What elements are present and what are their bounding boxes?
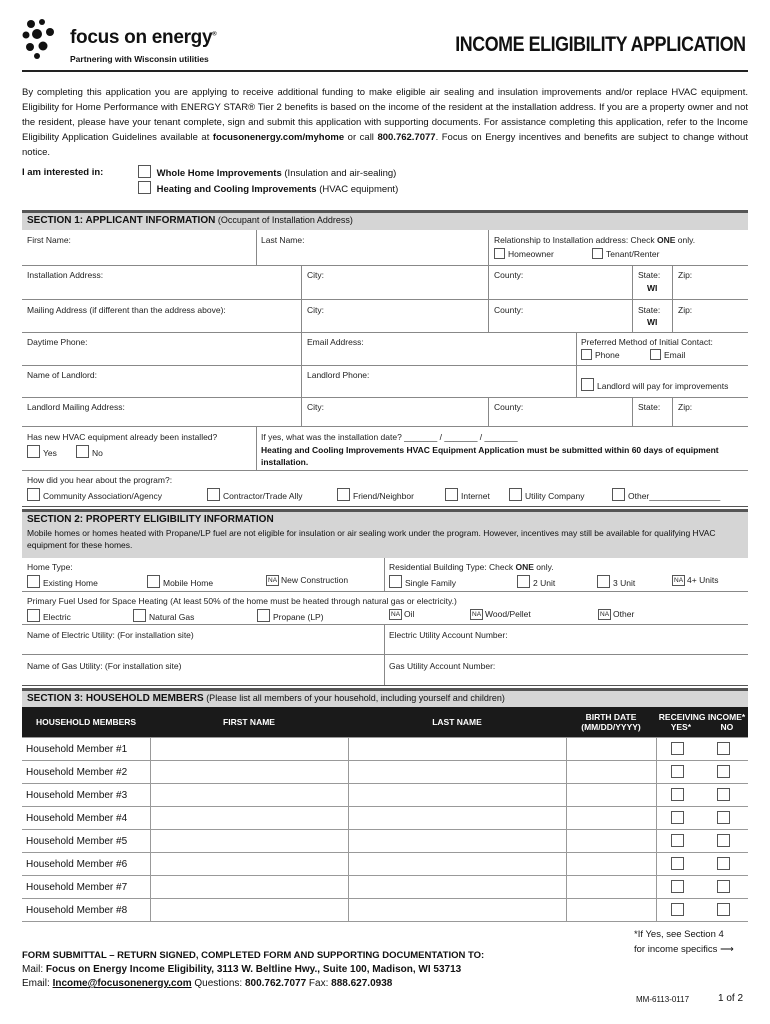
- hear-option: Friend/Neighbor: [337, 488, 414, 501]
- fuel-label: Primary Fuel Used for Space Heating (At least 50% of the home must be heated through natural gas or electricity.): [27, 596, 457, 606]
- col-first-name: FIRST NAME: [150, 707, 348, 738]
- homeowner-checkbox[interactable]: [494, 248, 505, 259]
- income-yes-checkbox[interactable]: [671, 811, 684, 824]
- building-type-label: Residential Building Type: Check ONE only.: [389, 562, 554, 572]
- last-name-cell[interactable]: [348, 784, 566, 807]
- section1-header: SECTION 1: APPLICANT INFORMATION (Occupant of Installation Address): [22, 210, 748, 230]
- table-row: [22, 784, 748, 807]
- mailing-zip-label: Zip:: [678, 305, 693, 315]
- unit3-checkbox[interactable]: [597, 575, 610, 588]
- table-row: [22, 876, 748, 899]
- last-name-cell[interactable]: [348, 876, 566, 899]
- mailing-county-label: County:: [494, 305, 524, 315]
- bldg-single-option: Single Family: [389, 575, 456, 588]
- mailing-state-label: State:: [638, 305, 661, 315]
- first-name-cell[interactable]: [150, 738, 348, 761]
- member-label: Household Member #6: [22, 853, 150, 876]
- table-row: [22, 830, 748, 853]
- whole-home-checkbox[interactable]: [138, 165, 151, 178]
- income-yes-cell: [656, 853, 702, 876]
- income-no-cell: [702, 853, 748, 876]
- hear-option: Community Association/Agency: [27, 488, 162, 501]
- homeowner-option: Homeowner: [494, 248, 554, 259]
- table-row: [22, 807, 748, 830]
- contact-line: Email: Income@focusonenergy.com Questions: 800.762.7077 Fax: 888.627.0938: [22, 978, 393, 989]
- electric-account-label: Electric Utility Account Number:: [389, 630, 508, 640]
- col-members: HOUSEHOLD MEMBERS: [22, 707, 150, 738]
- mailing-address-label: Mailing Address (if different than the address above):: [27, 305, 226, 315]
- hear-utility-checkbox[interactable]: [509, 488, 522, 501]
- col-income: RECEIVING INCOME* YES* NO: [656, 707, 748, 738]
- fuel-gas-checkbox[interactable]: [133, 609, 146, 622]
- interest-hvac: Heating and Cooling Improvements (HVAC equipment): [138, 181, 398, 195]
- install-county-label: County:: [494, 270, 524, 280]
- landlord-pay-checkbox[interactable]: [581, 378, 594, 391]
- assistance-phone: 800.762.7077: [377, 132, 436, 143]
- member-label: Household Member #5: [22, 830, 150, 853]
- member-label: Household Member #1: [22, 738, 150, 761]
- income-no-cell: [702, 807, 748, 830]
- home-new-option: NA New Construction: [268, 575, 349, 585]
- hvac-checkbox[interactable]: [138, 181, 151, 194]
- income-yes-cell: [656, 784, 702, 807]
- brand-name: focus on energy®: [70, 27, 217, 48]
- table-row: [22, 853, 748, 876]
- first-name-cell[interactable]: [150, 761, 348, 784]
- birth-date-cell[interactable]: [566, 761, 656, 784]
- page-title: INCOME ELIGIBILITY APPLICATION: [455, 33, 746, 56]
- hear-community-checkbox[interactable]: [27, 488, 40, 501]
- first-name-cell[interactable]: [150, 853, 348, 876]
- income-yes-checkbox[interactable]: [671, 742, 684, 755]
- interest-whole-home: Whole Home Improvements (Insulation and air-sealing): [138, 165, 396, 179]
- first-name-cell[interactable]: [150, 784, 348, 807]
- last-name-cell[interactable]: [348, 830, 566, 853]
- income-no-cell: [702, 876, 748, 899]
- hvac-yes-option: Yes: [27, 445, 57, 458]
- page-number: 1 of 2: [718, 993, 744, 1004]
- hvac-install-date: If yes, what was the installation date? _______ / _______ / _______: [261, 432, 518, 442]
- landlord-state-label: State:: [638, 402, 661, 412]
- fuel-gas-option: Natural Gas: [133, 609, 194, 622]
- col-birth-date: BIRTH DATE (MM/DD/YYYY): [566, 707, 656, 738]
- income-yes-cell: [656, 761, 702, 784]
- brand-tagline: Partnering with Wisconsin utilities: [70, 54, 209, 64]
- last-name-cell[interactable]: [348, 807, 566, 830]
- hvac-installed-question: Has new HVAC equipment already been installed?: [27, 432, 218, 442]
- member-label: Household Member #4: [22, 807, 150, 830]
- existing-home-checkbox[interactable]: [27, 575, 40, 588]
- relationship-label: Relationship to Installation address: Check ONE only.: [494, 235, 696, 245]
- income-no-checkbox[interactable]: [717, 742, 730, 755]
- income-footnote: *If Yes, see Section 4 for income specifics ⟶: [634, 929, 734, 955]
- mail-line: Mail: Focus on Energy Income Eligibility, 3113 W. Beltline Hwy., Suite 100, Madison, WI 53713: [22, 964, 462, 975]
- fuel-electric-checkbox[interactable]: [27, 609, 40, 622]
- electric-utility-label: Name of Electric Utility: (For installation site): [27, 630, 194, 640]
- income-no-cell: [702, 738, 748, 761]
- gas-account-label: Gas Utility Account Number:: [389, 661, 496, 671]
- first-name-label: First Name:: [27, 235, 71, 245]
- income-no-checkbox[interactable]: [717, 880, 730, 893]
- logo-dots-icon: [22, 18, 66, 60]
- install-address-label: Installation Address:: [27, 270, 104, 280]
- member-label: Household Member #3: [22, 784, 150, 807]
- member-label: Household Member #7: [22, 876, 150, 899]
- table-row: [22, 738, 748, 761]
- first-name-cell[interactable]: [150, 807, 348, 830]
- last-name-cell[interactable]: [348, 853, 566, 876]
- intro-paragraph: By completing this application you are applying to receive additional funding to make eligible air sealing and insulation improvements and/or replace HVAC equipment. Eligibility for Home Performance with ENERGY STAR® Tier 2 benefits is based on the income of the resident at the installation address. If you are a property owner and not the resident, please have your tenant complete, sign and submit this application with supporting documents. For assistance completing this application, refer to the Income Eligibility Application Guidelines available at focusonenergy.com/myhome or call 800.762.7077. Focus on Energy incentives and benefits are subject to change without notice.: [22, 87, 748, 158]
- home-mobile-option: Mobile Home: [147, 575, 213, 588]
- tenant-option: Tenant/Renter: [592, 248, 659, 259]
- last-name-label: Last Name:: [261, 235, 305, 245]
- income-no-checkbox[interactable]: [717, 834, 730, 847]
- first-name-cell[interactable]: [150, 899, 348, 922]
- install-state-value: WI: [647, 283, 658, 293]
- landlord-zip-label: Zip:: [678, 402, 693, 412]
- landlord-name-label: Name of Landlord:: [27, 370, 97, 380]
- bldg-3unit-option: 3 Unit: [597, 575, 635, 588]
- email-label: Email Address:: [307, 337, 364, 347]
- landlord-pay-option: Landlord will pay for improvements: [581, 378, 728, 391]
- hear-option: Internet: [445, 488, 490, 501]
- unit2-checkbox[interactable]: [517, 575, 530, 588]
- landlord-phone-label: Landlord Phone:: [307, 370, 370, 380]
- income-no-cell: [702, 830, 748, 853]
- income-no-checkbox[interactable]: [717, 788, 730, 801]
- tenant-checkbox[interactable]: [592, 248, 603, 259]
- pref-email-checkbox[interactable]: [650, 349, 661, 360]
- preferred-contact-label: Preferred Method of Initial Contact:: [581, 337, 713, 347]
- birth-date-cell[interactable]: [566, 738, 656, 761]
- fuel-oil-option: NA Oil: [391, 609, 415, 619]
- mailing-state-value: WI: [647, 317, 658, 327]
- income-no-checkbox[interactable]: [717, 765, 730, 778]
- fuel-wood-option: NA Wood/Pellet: [472, 609, 531, 619]
- birth-date-cell[interactable]: [566, 807, 656, 830]
- col-last-name: LAST NAME: [348, 707, 566, 738]
- section2-header: SECTION 2: PROPERTY ELIGIBILITY INFORMATION Mobile homes or homes heated with Propane/LP fuel are not eligible for insulation or air sealing work under the program. However, incentives may still be available for qualifying HVAC equipment for these homes.: [22, 509, 748, 558]
- home-type-label: Home Type:: [27, 562, 73, 572]
- last-name-cell[interactable]: [348, 761, 566, 784]
- install-state-label: State:: [638, 270, 661, 280]
- hvac-no-option: No: [76, 445, 103, 458]
- hear-option: Utility Company: [509, 488, 585, 501]
- member-label: Household Member #2: [22, 761, 150, 784]
- table-row: [22, 899, 748, 922]
- income-no-cell: [702, 761, 748, 784]
- pref-phone-checkbox[interactable]: [581, 349, 592, 360]
- income-no-checkbox[interactable]: [717, 857, 730, 870]
- pref-phone-option: Phone: [581, 349, 620, 360]
- income-no-cell: [702, 784, 748, 807]
- hvac-no-checkbox[interactable]: [76, 445, 89, 458]
- birth-date-cell[interactable]: [566, 876, 656, 899]
- income-no-cell: [702, 899, 748, 922]
- landlord-mailing-label: Landlord Mailing Address:: [27, 402, 125, 412]
- birth-date-cell[interactable]: [566, 784, 656, 807]
- guidelines-link[interactable]: focusonenergy.com/myhome: [212, 132, 345, 143]
- income-yes-cell: [656, 807, 702, 830]
- fuel-electric-option: Electric: [27, 609, 71, 622]
- first-name-cell[interactable]: [150, 876, 348, 899]
- mailing-city-label: City:: [307, 305, 324, 315]
- hear-internet-checkbox[interactable]: [445, 488, 458, 501]
- submittal-title: FORM SUBMITTAL – RETURN SIGNED, COMPLETED FORM AND SUPPORTING DOCUMENTATION TO:: [22, 950, 485, 961]
- fuel-propane-option: Propane (LP): [257, 609, 324, 622]
- gas-utility-label: Name of Gas Utility: (For installation site): [27, 661, 182, 671]
- daytime-phone-label: Daytime Phone:: [27, 337, 88, 347]
- section3-header: SECTION 3: HOUSEHOLD MEMBERS (Please list all members of your household, including yourself and children): [22, 688, 748, 707]
- hear-option: Other_______________: [612, 488, 720, 501]
- mobile-home-checkbox[interactable]: [147, 575, 160, 588]
- hvac-yes-checkbox[interactable]: [27, 445, 40, 458]
- income-yes-cell: [656, 738, 702, 761]
- last-name-cell[interactable]: [348, 899, 566, 922]
- install-zip-label: Zip:: [678, 270, 693, 280]
- interest-label: I am interested in:: [22, 167, 104, 178]
- landlord-city-label: City:: [307, 402, 324, 412]
- form-id: MM-6113-0117: [636, 995, 690, 1004]
- income-yes-checkbox[interactable]: [671, 788, 684, 801]
- last-name-cell[interactable]: [348, 738, 566, 761]
- hear-about-label: How did you hear about the program?:: [27, 475, 173, 485]
- income-yes-checkbox[interactable]: [671, 765, 684, 778]
- income-yes-cell: [656, 876, 702, 899]
- arrow-right-icon: ⟶: [720, 944, 734, 955]
- home-existing-option: Existing Home: [27, 575, 98, 588]
- income-no-checkbox[interactable]: [717, 903, 730, 916]
- income-no-checkbox[interactable]: [717, 811, 730, 824]
- pref-email-option: Email: [650, 349, 685, 360]
- submit-email-link[interactable]: Income@focusonenergy.com: [52, 978, 192, 989]
- logo: [22, 18, 66, 60]
- landlord-county-label: County:: [494, 402, 524, 412]
- hvac-deadline-note: Heating and Cooling Improvements HVAC Equipment Application must be submitted within 60 days of equipment installation.: [261, 445, 719, 467]
- fuel-other-option: NA Other: [600, 609, 635, 619]
- hear-contractor-checkbox[interactable]: [207, 488, 220, 501]
- birth-date-cell[interactable]: [566, 830, 656, 853]
- income-yes-checkbox[interactable]: [671, 903, 684, 916]
- income-yes-checkbox[interactable]: [671, 857, 684, 870]
- hear-option: Contractor/Trade Ally: [207, 488, 303, 501]
- member-label: Household Member #8: [22, 899, 150, 922]
- fuel-propane-checkbox[interactable]: [257, 609, 270, 622]
- hear-other-checkbox[interactable]: [612, 488, 625, 501]
- bldg-4unit-option: NA 4+ Units: [674, 575, 719, 585]
- install-city-label: City:: [307, 270, 324, 280]
- birth-date-cell[interactable]: [566, 899, 656, 922]
- birth-date-cell[interactable]: [566, 853, 656, 876]
- income-yes-checkbox[interactable]: [671, 880, 684, 893]
- income-yes-checkbox[interactable]: [671, 834, 684, 847]
- bldg-2unit-option: 2 Unit: [517, 575, 555, 588]
- hear-friend-checkbox[interactable]: [337, 488, 350, 501]
- income-yes-cell: [656, 899, 702, 922]
- household-table: [22, 707, 748, 922]
- table-row: [22, 761, 748, 784]
- single-family-checkbox[interactable]: [389, 575, 402, 588]
- income-yes-cell: [656, 830, 702, 853]
- first-name-cell[interactable]: [150, 830, 348, 853]
